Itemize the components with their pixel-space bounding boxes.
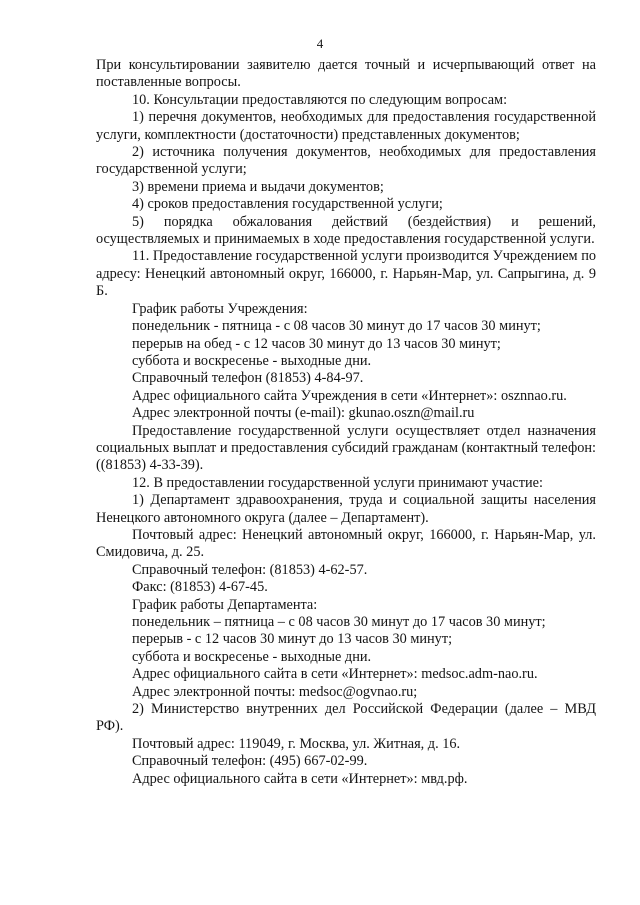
paragraph: понедельник – пятница – с 08 часов 30 минут до 17 часов 30 минут; — [132, 614, 546, 630]
paragraph: суббота и воскресенье - выходные дни. — [132, 352, 372, 369]
document-body — [96, 57, 596, 788]
paragraph: Адрес официального сайта в сети «Интернет»: мвд.рф. — [132, 770, 468, 787]
paragraph: Адрес электронной почты: medsoc@ogvnao.ru; — [132, 683, 418, 700]
paragraph: Почтовый адрес: Ненецкий автономный округ, 166000, г. Нарьян-Мар, ул. Смидовича, д. 25. — [96, 526, 596, 561]
paragraph: 12. В предоставлении государственной услуги принимают участие: — [132, 474, 543, 491]
paragraph: Справочный телефон (81853) 4-84-97. — [132, 370, 364, 387]
list-item: 1) Департамент здравоохранения, труда и социальной защиты населения Ненецкого автономного округа (далее – Департамент). — [96, 492, 596, 526]
list-item: 2) Министерство внутренних дел Российской Федерации (далее – МВД РФ). — [96, 701, 596, 735]
list-item: 4) сроков предоставления государственной услуги; — [132, 196, 443, 213]
page-number: 4 — [316, 36, 324, 51]
paragraph: суббота и воскресенье - выходные дни. — [132, 648, 372, 665]
paragraph: Предоставление государственной услуги осуществляет отдел назначения социальных выплат и предоставления субсидий гражданам (контактный телефон: ((81853) 4-33-39). — [96, 422, 596, 474]
paragraph: График работы Учреждения: — [132, 300, 308, 317]
paragraph: Почтовый адрес: 119049, г. Москва, ул. Житная, д. 16. — [132, 735, 461, 752]
paragraph: перерыв на обед - с 12 часов 30 минут до 13 часов 30 минут; — [132, 335, 501, 352]
paragraph: перерыв - с 12 часов 30 минут до 13 часов 30 минут; — [132, 631, 453, 648]
paragraph: понедельник - пятница - с 08 часов 30 минут до 17 часов 30 минут; — [132, 318, 541, 335]
list-item: 3) времени приема и выдачи документов; — [132, 178, 384, 195]
list-item: 2) источника получения документов, необходимых для предоставления государственной услуги; — [96, 144, 596, 178]
paragraph: Адрес официального сайта Учреждения в сети «Интернет»: osznnao.ru. — [132, 387, 567, 404]
paragraph: Справочный телефон: (495) 667-02-99. — [132, 753, 368, 770]
paragraph: Справочный телефон: (81853) 4-62-57. — [132, 561, 368, 578]
paragraph: Факс: (81853) 4-67-45. — [132, 579, 268, 596]
paragraph: 11. Предоставление государственной услуги производится Учреждением по адресу: Ненецкий автономный округ, 166000, г. Нарьян-Мар, ул. Сапрыгина, д. 9 Б. — [96, 248, 596, 300]
paragraph: Адрес официального сайта в сети «Интернет»: medsoc.adm-nao.ru. — [132, 666, 538, 683]
paragraph: График работы Департамента: — [132, 596, 318, 613]
paragraph: Адрес электронной почты (e-mail): gkunao.oszn@mail.ru — [132, 405, 475, 422]
list-item: 1) перечня документов, необходимых для предоставления государственной услуги, комплектности (достаточности) представленных документов; — [96, 109, 596, 143]
paragraph: 10. Консультации предоставляются по следующим вопросам: — [132, 91, 508, 108]
list-item: 5) порядка обжалования действий (бездействия) и решений, осуществляемых и принимаемых в ходе предоставления государственной услуги. — [96, 213, 596, 248]
paragraph: При консультировании заявителю дается точный и исчерпывающий ответ на поставленные вопросы. — [96, 57, 596, 91]
